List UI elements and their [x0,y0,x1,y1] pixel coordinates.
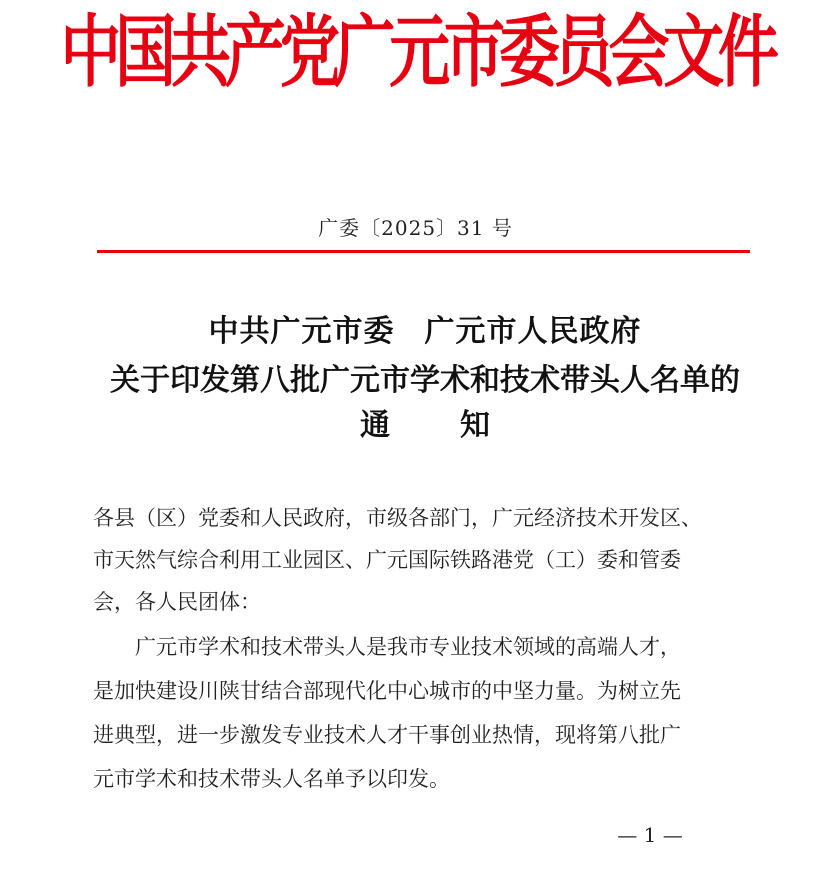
body-line: 会，各人民团体： [93,590,261,614]
issuer-party-committee: 中共广元市委 [208,314,395,349]
body-line: 元市学术和技术带头人名单予以印发。 [93,767,450,791]
body-line: 各县（区）党委和人民政府，市级各部门，广元经济技术开发区、 [93,506,702,530]
title-char-tong: 通 [360,408,390,443]
title-char-zhi: 知 [460,408,490,443]
body-line: 广元市学术和技术带头人是我市专业技术领域的高端人才， [93,635,681,659]
page-number: — 1 — [617,823,683,847]
body-line: 市天然气综合利用工业园区、广元国际铁路港党（工）委和管委 [93,548,681,572]
document-masthead: 中国共产党广元市委员会文件 [60,6,773,98]
red-divider-line [97,250,750,253]
issuer-government: 广元市人民政府 [424,314,642,349]
document-number: 广委〔2025〕31 号 [318,216,513,240]
body-line: 进典型，进一步激发专业技术人才干事创业热情，现将第八批广 [93,723,681,747]
body-line: 是加快建设川陕甘结合部现代化中心城市的中坚力量。为树立先 [93,679,681,703]
title-line-3 [60,406,790,446]
title-line-2: 关于印发第八批广元市学术和技术带头人名单的 [110,363,740,398]
title-line-1 [60,312,790,352]
